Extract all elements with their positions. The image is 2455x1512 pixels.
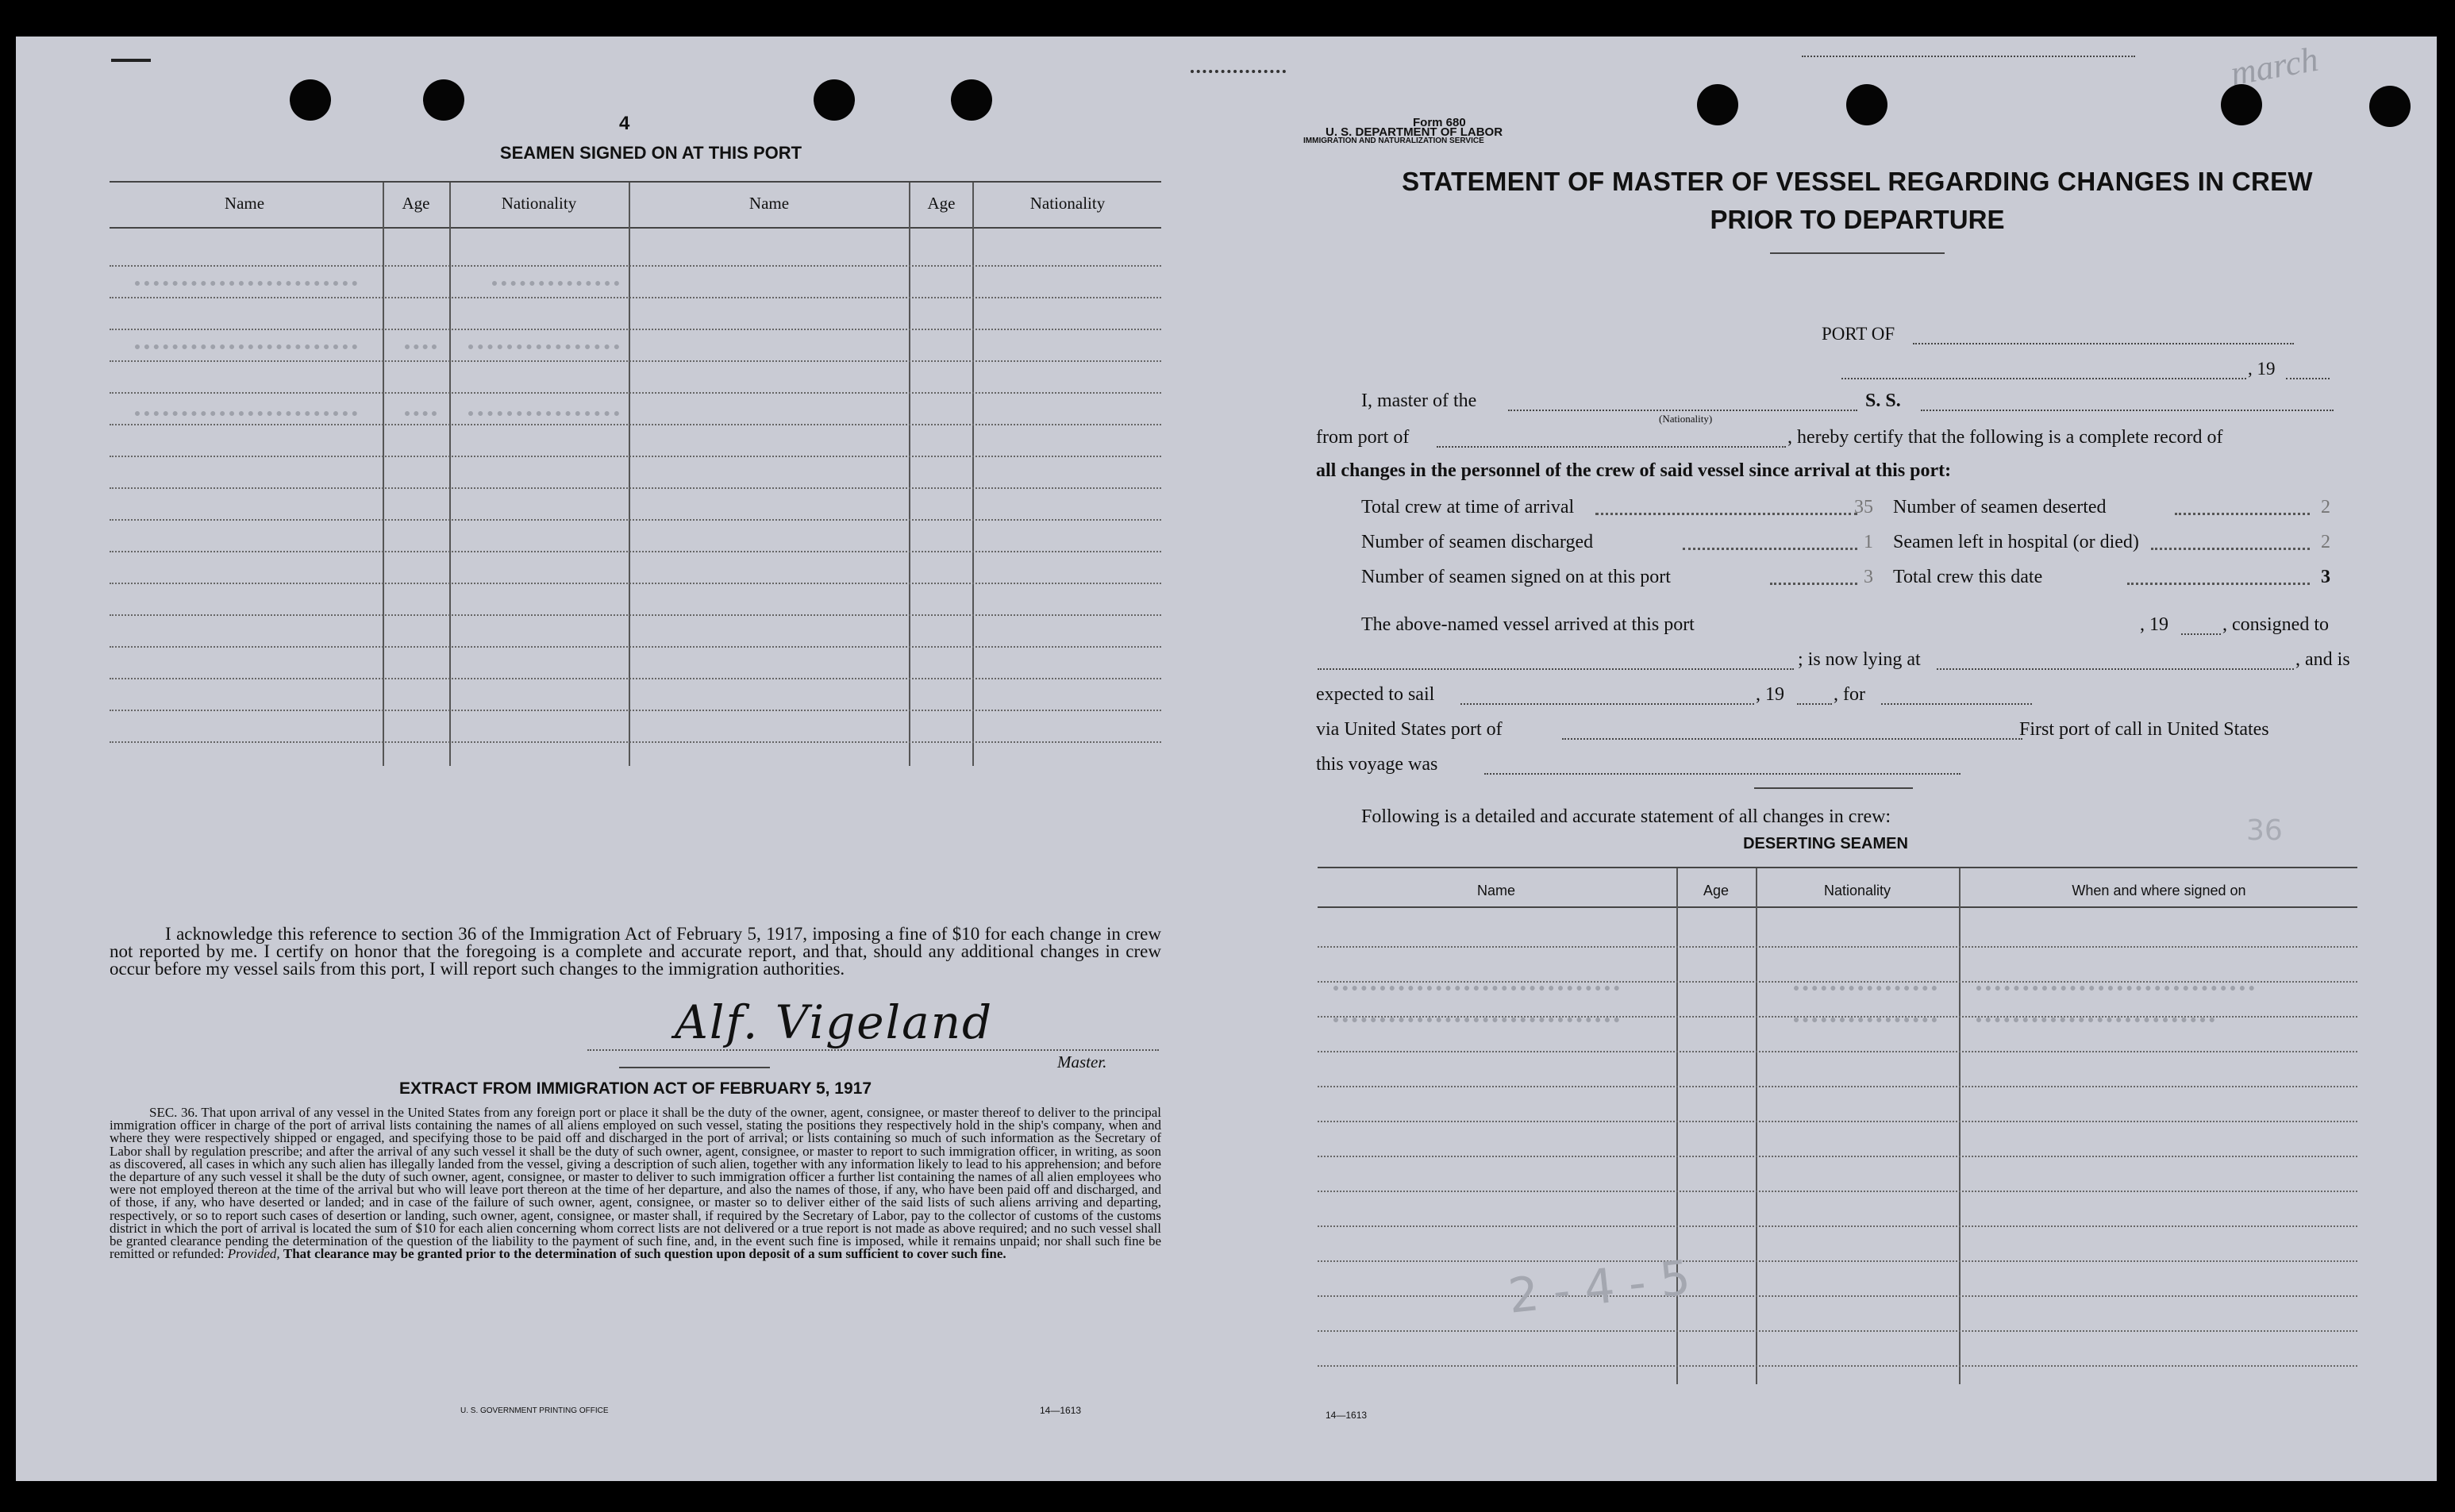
table-row bbox=[1318, 1086, 2357, 1087]
table-row bbox=[110, 424, 1161, 425]
table-row bbox=[110, 297, 1161, 298]
from-port-field bbox=[1437, 427, 1786, 448]
punch-hole bbox=[1697, 84, 1738, 125]
des-col-signed-on: When and where signed on bbox=[2072, 883, 2246, 898]
redacted-entry bbox=[135, 281, 357, 286]
consignee-field bbox=[1318, 649, 1794, 670]
year-prefix: , 19 bbox=[2248, 359, 2276, 379]
redacted-entry bbox=[135, 344, 357, 349]
table-row bbox=[110, 329, 1161, 330]
table-row bbox=[110, 360, 1161, 362]
arrival-date-field bbox=[1802, 37, 2135, 57]
extract-proviso-text: That clearance may be granted prior to the determination of such question upon deposit of a sum sufficient to cover such fine. bbox=[283, 1246, 1006, 1262]
extract-proviso-label: Provided, bbox=[227, 1246, 280, 1262]
table-row bbox=[110, 646, 1161, 648]
punch-hole bbox=[423, 79, 464, 121]
table-row bbox=[1318, 981, 2357, 983]
department: U. S. DEPARTMENT OF LABOR bbox=[1326, 125, 1503, 139]
col-header-nationality: Nationality bbox=[501, 194, 577, 213]
redacted-entry bbox=[492, 281, 619, 286]
table-header-rule bbox=[110, 227, 1161, 229]
voyage-label: this voyage was bbox=[1316, 754, 1438, 775]
redacted-entry bbox=[405, 411, 437, 416]
table-row bbox=[110, 678, 1161, 679]
table-row bbox=[110, 710, 1161, 711]
punch-hole bbox=[2369, 86, 2411, 127]
stat-leader-2 bbox=[2127, 567, 2310, 585]
lying-at-field bbox=[1937, 649, 2294, 670]
signed-on-title: SEAMEN SIGNED ON AT THIS PORT bbox=[499, 143, 802, 163]
via-label: via United States port of bbox=[1316, 719, 1503, 740]
stat-value-2: 3 bbox=[2321, 567, 2330, 587]
stat-value: 35 bbox=[1854, 497, 1873, 517]
stat-leader-2 bbox=[2151, 532, 2310, 550]
table-row bbox=[1318, 1225, 2357, 1227]
port-of-field bbox=[1913, 324, 2294, 344]
gpo-imprint: U. S. GOVERNMENT PRINTING OFFICE bbox=[460, 1406, 609, 1415]
des-col-age: Age bbox=[1703, 883, 1730, 898]
consigned-label: , consigned to bbox=[2222, 614, 2329, 635]
col-header-name-2: Name bbox=[748, 194, 790, 213]
stat-value-2: 2 bbox=[2321, 532, 2330, 552]
acknowledgment-text: I acknowledge this reference to section 36 of the Immigration Act of February 5, 1917, imposing a fine of $10 for each change in crew not reported by me. I certify on honor that the foregoing is a complete and accurate report, and that, should any additional changes in crew occur before my vessel sails from this port, I will report such changes to the immigration authorities. bbox=[110, 924, 1161, 979]
voyage-field bbox=[1484, 754, 1961, 775]
redacted-entry bbox=[1976, 986, 2254, 991]
document-sheet bbox=[16, 37, 2437, 1481]
table-row bbox=[110, 487, 1161, 489]
margin-number: 36 bbox=[2246, 814, 2283, 847]
nationality-label: (Nationality) bbox=[1659, 413, 1713, 425]
table-row bbox=[110, 741, 1161, 743]
master-of-label: I, master of the bbox=[1361, 391, 1477, 411]
table-row bbox=[110, 265, 1161, 267]
arrived-year: , 19 bbox=[2140, 614, 2168, 635]
extract-title: EXTRACT FROM IMMIGRATION ACT OF FEBRUARY 5, 1917 bbox=[398, 1079, 872, 1098]
des-col-nationality: Nationality bbox=[1823, 883, 1891, 898]
stat-value-2: 2 bbox=[2321, 497, 2330, 517]
expected-label: expected to sail bbox=[1316, 684, 1435, 705]
stat-value: 3 bbox=[1864, 567, 1873, 587]
service: IMMIGRATION AND NATURALIZATION SERVICE bbox=[1303, 137, 1484, 145]
table-row bbox=[110, 583, 1161, 584]
redacted-entry bbox=[135, 411, 357, 416]
nationality-field bbox=[1508, 391, 1857, 411]
stat-label-2: Seamen left in hospital (or died) bbox=[1893, 532, 2139, 552]
via-port-field bbox=[1562, 719, 2022, 740]
col-header-nationality-2: Nationality bbox=[1029, 194, 1106, 213]
redacted-entry bbox=[1794, 1018, 1937, 1022]
port-of-label: PORT OF bbox=[1822, 324, 1895, 344]
right-form-code: 14—1613 bbox=[1326, 1410, 1368, 1421]
des-col-name: Name bbox=[1476, 883, 1515, 898]
date-field bbox=[1841, 359, 2246, 379]
vessel-name-field bbox=[1921, 391, 2334, 411]
punch-hole bbox=[290, 79, 331, 121]
stat-leader bbox=[1595, 497, 1857, 515]
redacted-entry bbox=[1794, 986, 1937, 991]
deserting-title: DESERTING SEAMEN bbox=[1743, 835, 1908, 852]
table-row bbox=[1318, 1330, 2357, 1332]
redacted-entry bbox=[468, 344, 619, 349]
table-row bbox=[1318, 1121, 2357, 1122]
page-number: 4 bbox=[619, 113, 630, 134]
punch-hole bbox=[1846, 84, 1887, 125]
for-label: , for bbox=[1834, 684, 1865, 705]
punch-hole bbox=[814, 79, 855, 121]
from-port-label: from port of bbox=[1316, 427, 1410, 448]
master-label: Master. bbox=[1057, 1052, 1107, 1071]
bottom-pencil-note: 2-4-5 bbox=[1506, 1248, 1707, 1325]
extract-body: SEC. 36. That upon arrival of any vessel in the United States from any foreign port or place it shall be the duty of the owner, agent, consignee, or master thereof to deliver to the principal immigration officer in charge of the port of arrival lists containing the names of all aliens employed on such vessel, stating the positions they respectively hold in the ship's company, when and where they were respectively shipped or engaged, and specifying those to be paid off and discharged in the port of arrival; or lists containing so much of such information as the Secretary of Labor shall by regulation prescribe; and after the arrival of any such vessel it shall be the duty of such owner, agent, consignee, or master to report to such immigration officer, in writing, as soon as discovered, all cases in which any such alien has illegally landed from the vessel, giving a description of such alien, together with any information likely to lead to his apprehension; and before the departure of any such vessel it shall be the duty of such owner, agent, consignee, or master to deliver to such immigration officer a further list containing the names of all alien employees who were not employed thereon at the time of the arrival but who will leave port thereon at the time of her departure, and also the names of those, if any, who have been paid off and discharged, and of those, if any, who have deserted or landed; and in case of the failure of such owner, agent, consignee, or master so to deliver either of the said lists of such aliens arriving and departing, respectively, or so to report such cases of desertion or landing, such owner, agent, consignee, or master shall, if required by the Secretary of Labor, pay to the collector of customs of the customs district in which the port of arrival is located the sum of $10 for each alien concerning whom correct lists are not delivered or a true report is not made as above required; and no such vessel shall be granted clearance pending the determination of the question of the liability to the payment of such fine, and, in the event such fine is imposed, while it remains unpaid; nor shall such fine be remitted or refunded: bbox=[110, 1105, 1161, 1262]
stat-label: Number of seamen discharged bbox=[1361, 532, 1594, 552]
redacted-entry bbox=[405, 344, 437, 349]
destination-field bbox=[1881, 684, 2032, 705]
table-row bbox=[1318, 1295, 2357, 1297]
certify-text-2: all changes in the personnel of the crew of said vessel since arrival at this port: bbox=[1316, 460, 1952, 481]
punch-hole bbox=[951, 79, 992, 121]
master-signature: Alf. Vigeland bbox=[675, 995, 994, 1049]
following-label: Following is a detailed and accurate statement of all changes in crew: bbox=[1361, 806, 1891, 827]
form-title-line2: PRIOR TO DEPARTURE bbox=[1710, 205, 2005, 234]
table-row bbox=[1318, 1156, 2357, 1157]
form-number: Form 680 bbox=[1413, 116, 1466, 129]
table-row bbox=[110, 392, 1161, 394]
certify-text: , hereby certify that the following is a complete record of bbox=[1787, 427, 2223, 448]
redacted-entry bbox=[1333, 986, 1619, 991]
expected-year: , 19 bbox=[1756, 684, 1784, 705]
extract-text bbox=[110, 1106, 1161, 1260]
lying-label: ; is now lying at bbox=[1798, 649, 1921, 670]
and-is: , and is bbox=[2295, 649, 2350, 670]
table-row bbox=[1318, 1051, 2357, 1052]
stat-label: Number of seamen signed on at this port bbox=[1361, 567, 1671, 587]
table-row bbox=[110, 519, 1161, 521]
redacted-entry bbox=[1333, 1018, 1619, 1022]
table-top-rule bbox=[110, 181, 1161, 183]
table-row bbox=[1318, 1365, 2357, 1367]
table-row bbox=[110, 614, 1161, 616]
table-row bbox=[110, 456, 1161, 457]
col-header-age: Age bbox=[402, 194, 430, 213]
form-title-line1: STATEMENT OF MASTER OF VESSEL REGARDING CHANGES IN CREW bbox=[1402, 167, 2313, 196]
redacted-entry bbox=[468, 411, 619, 416]
arrived-label: The above-named vessel arrived at this port bbox=[1361, 614, 1695, 635]
col-header-name: Name bbox=[224, 194, 265, 213]
stat-leader-2 bbox=[2175, 497, 2310, 515]
left-form-code: 14—1613 bbox=[1040, 1405, 1082, 1416]
col-header-age-2: Age bbox=[927, 194, 956, 213]
stat-label-2: Total crew this date bbox=[1893, 567, 2043, 587]
stat-value: 1 bbox=[1864, 532, 1873, 552]
stat-label-2: Number of seamen deserted bbox=[1893, 497, 2107, 517]
ss-label: S. S. bbox=[1865, 391, 1901, 411]
top-right-pencil-note: march bbox=[2227, 39, 2322, 94]
table-row bbox=[1318, 1260, 2357, 1262]
stat-leader bbox=[1683, 532, 1857, 550]
table-row bbox=[1318, 1191, 2357, 1192]
table-row bbox=[1318, 946, 2357, 948]
redacted-entry bbox=[1976, 1018, 2215, 1022]
first-port-label: First port of call in United States bbox=[2019, 719, 2269, 740]
sail-date-field bbox=[1460, 684, 1754, 705]
table-row bbox=[110, 551, 1161, 552]
stat-label: Total crew at time of arrival bbox=[1361, 497, 1575, 517]
